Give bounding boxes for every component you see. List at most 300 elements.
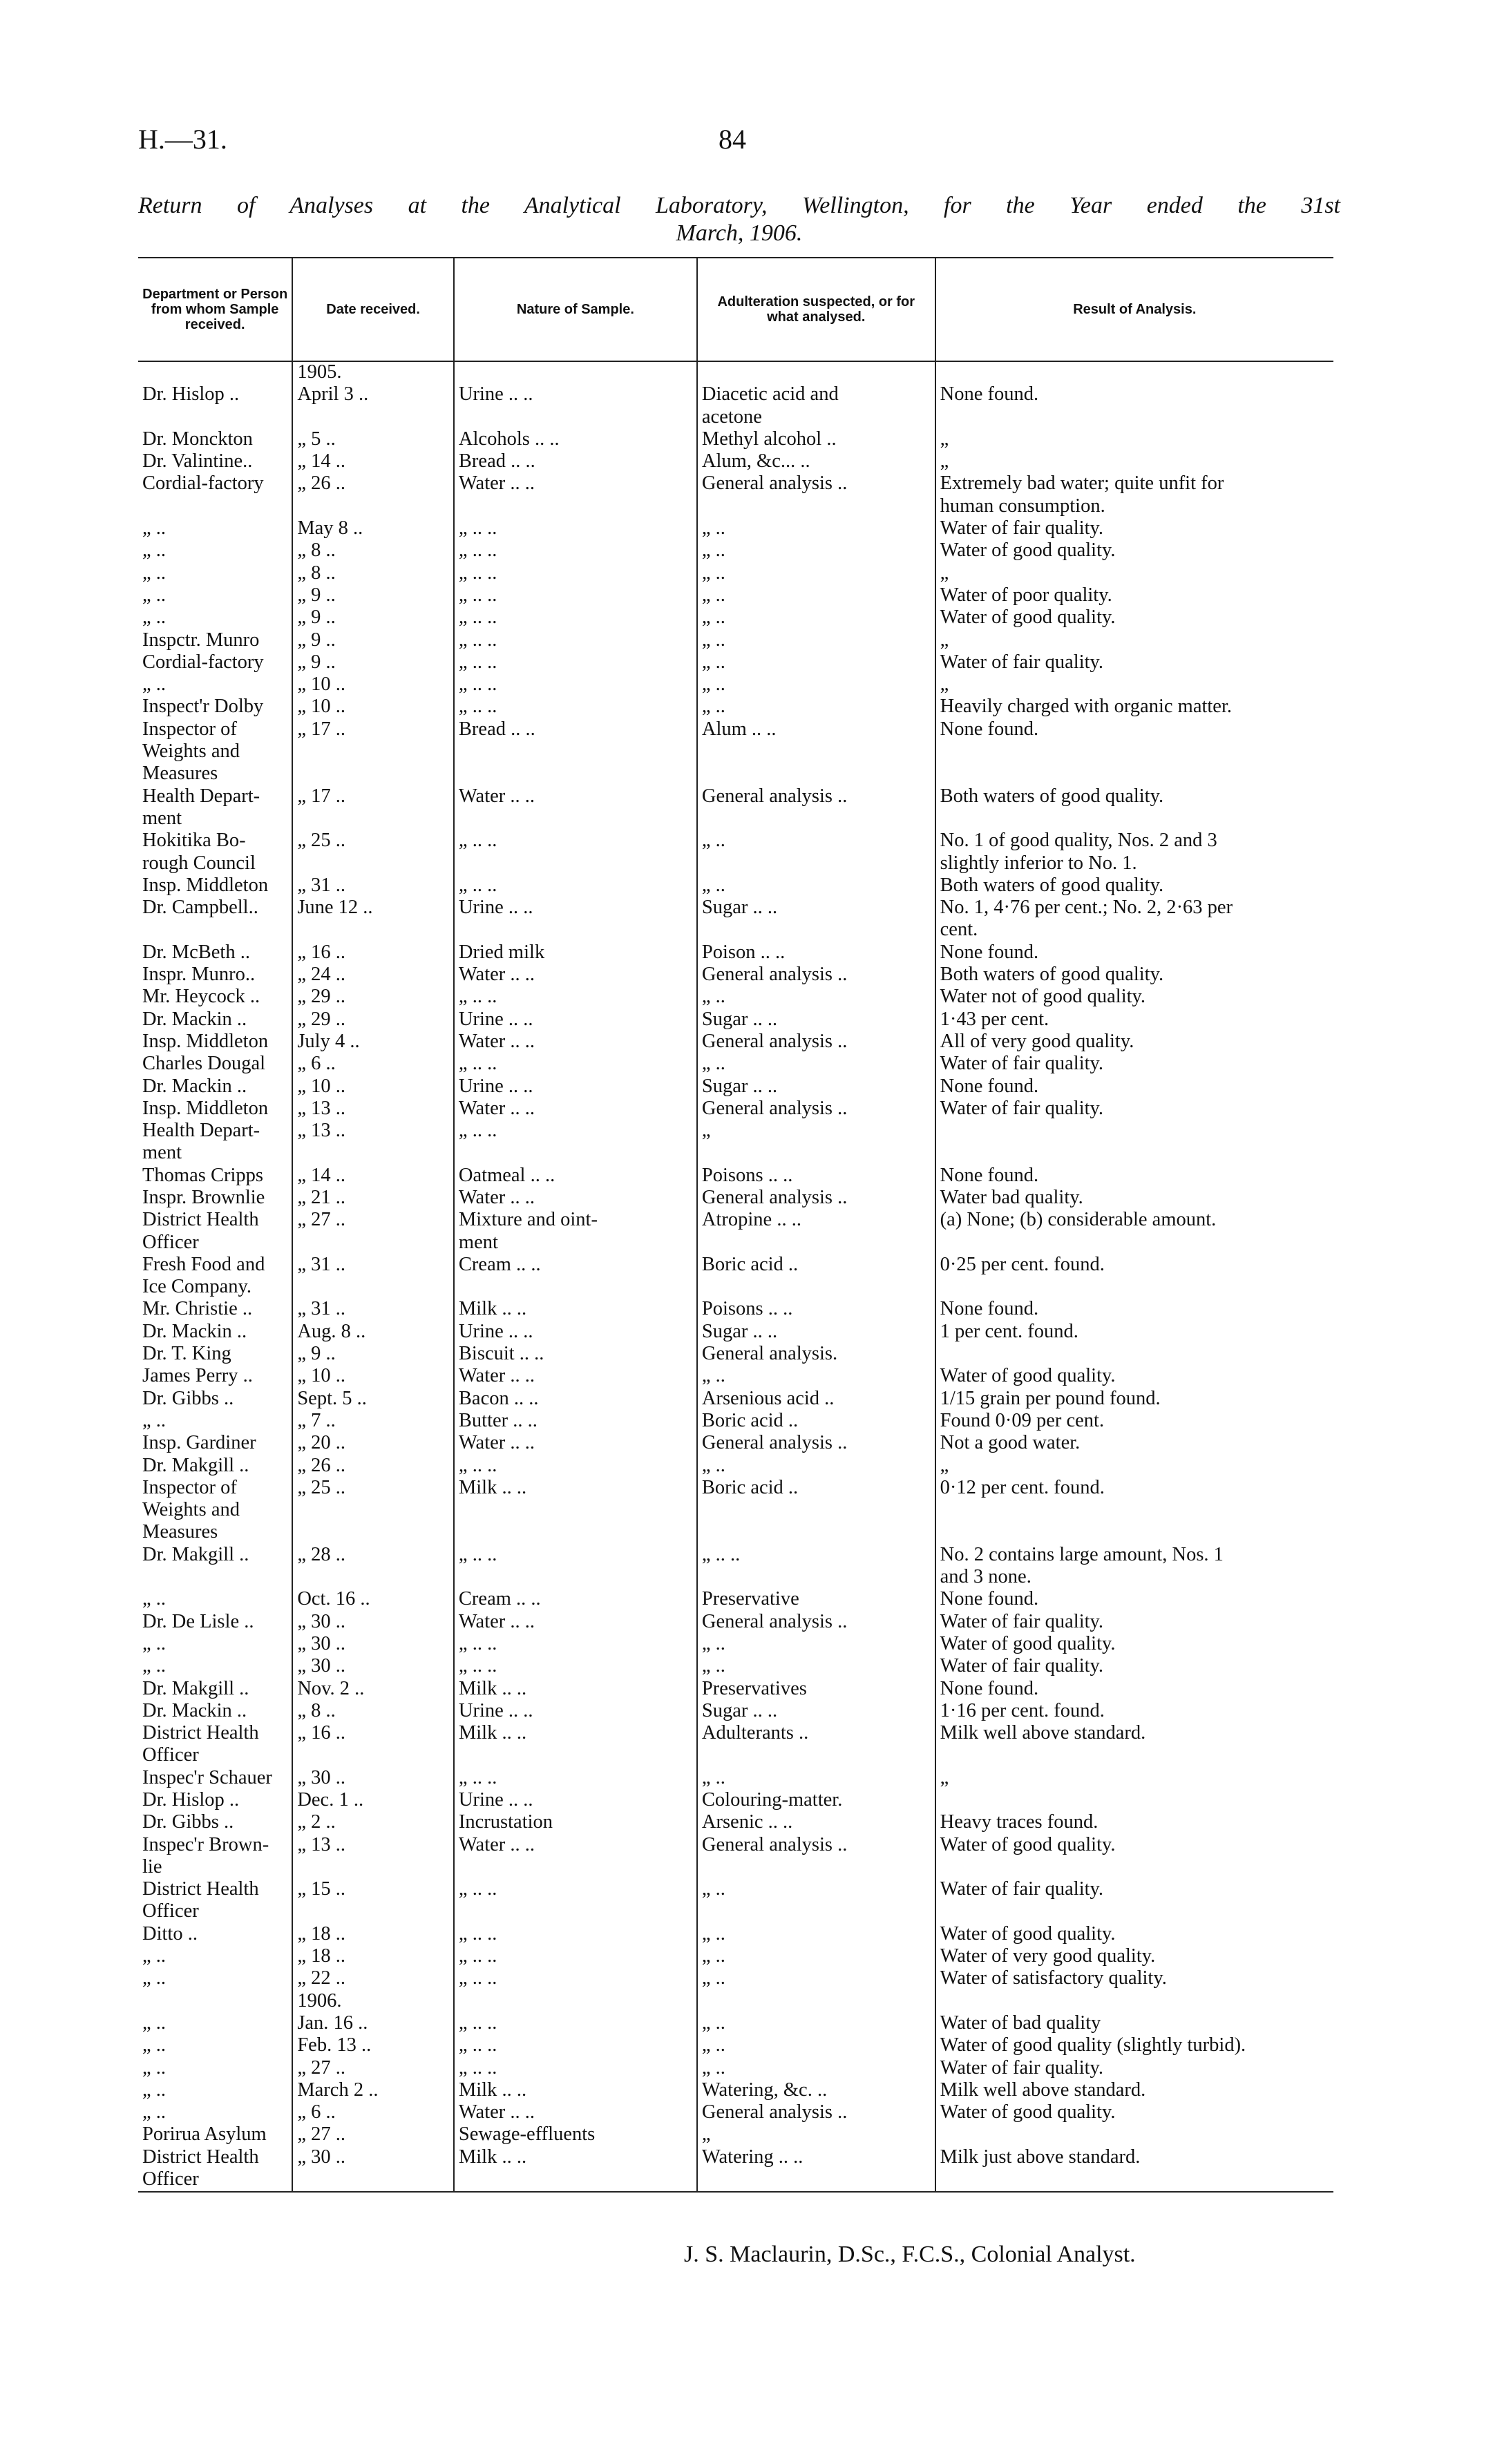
cell-result: No. 1, 4·76 per cent.; No. 2, 2·63 per	[935, 897, 1333, 919]
cell-nature	[454, 1500, 697, 1522]
cell-date: April 3 ..	[292, 384, 454, 406]
cell-nature: „ .. ..	[454, 1879, 697, 1901]
cell-nature: Water .. ..	[454, 1835, 697, 1857]
cell-date: „ 25 ..	[292, 830, 454, 852]
cell-adulteration	[697, 1857, 935, 1879]
cell-result	[935, 1143, 1333, 1165]
cell-adulteration	[697, 1143, 935, 1165]
table-row	[138, 1991, 1333, 2013]
cell-date: „ 30 ..	[292, 1768, 454, 1790]
cell-date: „ 20 ..	[292, 1433, 454, 1455]
table-row	[138, 630, 1333, 652]
cell-adulteration: „ ..	[697, 2013, 935, 2035]
cell-adulteration: „ ..	[697, 1366, 935, 1388]
cell-nature: Water .. ..	[454, 786, 697, 808]
cell-date: 1906.	[292, 1991, 454, 2013]
cell-result: „	[935, 674, 1333, 696]
cell-adulteration: „ ..	[697, 1946, 935, 1968]
cell-adulteration: „ ..	[697, 2035, 935, 2057]
cell-date: „ 29 ..	[292, 1009, 454, 1031]
table-row	[138, 1589, 1333, 1611]
cell-date: „ 27 ..	[292, 2058, 454, 2080]
cell-department: Insp. Middleton	[142, 1098, 269, 1119]
table-row	[138, 1321, 1333, 1344]
cell-adulteration: General analysis ..	[697, 1187, 935, 1210]
cell-date: „ 25 ..	[292, 1478, 454, 1500]
cell-nature: Urine .. ..	[454, 1790, 697, 1812]
cell-date: „ 17 ..	[292, 786, 454, 808]
cell-nature	[454, 763, 697, 785]
cell-adulteration: „ ..	[697, 1879, 935, 1901]
cell-adulteration: Sugar .. ..	[697, 1321, 935, 1344]
cell-result: Both waters of good quality.	[935, 875, 1333, 897]
cell-adulteration: General analysis ..	[697, 1835, 935, 1857]
table-row	[138, 2035, 1333, 2057]
cell-result: Water of satisfactory quality.	[935, 1968, 1333, 1990]
cell-nature: Alcohols .. ..	[454, 429, 697, 451]
table-row	[138, 1857, 1333, 1879]
cell-date: „ 30 ..	[292, 2147, 454, 2169]
cell-result: Milk well above standard.	[935, 1723, 1333, 1745]
cell-nature: „ .. ..	[454, 1545, 697, 1567]
cell-department: Cordial-factory	[142, 473, 264, 495]
cell-department: „ ..	[142, 1410, 167, 1431]
cell-adulteration: „ ..	[697, 2058, 935, 2080]
cell-nature: Urine .. ..	[454, 1701, 697, 1723]
cell-result: cent.	[935, 919, 1333, 942]
cell-adulteration: Watering .. ..	[697, 2147, 935, 2169]
cell-nature: „ .. ..	[454, 875, 697, 897]
cell-result: Water of fair quality.	[935, 1656, 1333, 1678]
table-row	[138, 1120, 1333, 1143]
cell-result: Water of good quality.	[935, 1924, 1333, 1946]
cell-adulteration	[697, 1232, 935, 1254]
cell-result: Water of fair quality.	[935, 518, 1333, 540]
cell-adulteration	[697, 496, 935, 518]
title-line-1: Return of Analyses at the Analytical Laboratory, Wellington, for the Year ended the 31st	[138, 193, 1340, 218]
cell-adulteration: „ ..	[697, 1656, 935, 1678]
table-row	[138, 1165, 1333, 1187]
cell-adulteration: Methyl alcohol ..	[697, 429, 935, 451]
cell-nature: Water .. ..	[454, 964, 697, 986]
cell-date: „ 16 ..	[292, 942, 454, 964]
cell-department: Weights and	[142, 741, 240, 763]
table-row	[138, 1723, 1333, 1745]
cell-result	[935, 1500, 1333, 1522]
header-result: Result of Analysis.	[935, 258, 1333, 361]
table-row	[138, 1946, 1333, 1968]
cell-department: Inspctr. Munro	[142, 629, 260, 651]
cell-result	[935, 763, 1333, 785]
cell-nature: „ .. ..	[454, 696, 697, 718]
cell-department	[138, 407, 292, 429]
table-row	[138, 1366, 1333, 1388]
table-row	[138, 1768, 1333, 1790]
table-row	[138, 1612, 1333, 1634]
cell-department: lie	[142, 1856, 162, 1878]
cell-nature: Urine .. ..	[454, 1009, 697, 1031]
cell-date: „ 8 ..	[292, 563, 454, 585]
cell-adulteration: Alum, &c... ..	[697, 451, 935, 473]
cell-result: None found.	[935, 1589, 1333, 1611]
cell-result: Water of good quality.	[935, 2102, 1333, 2124]
cell-date	[292, 1745, 454, 1767]
cell-result: Not a good water.	[935, 1433, 1333, 1455]
cell-result: Heavy traces found.	[935, 1812, 1333, 1834]
cell-result: Water of good quality.	[935, 1634, 1333, 1656]
table-row	[138, 1299, 1333, 1321]
cell-department: District Health	[142, 1723, 259, 1744]
cell-date: „ 7 ..	[292, 1411, 454, 1433]
cell-date	[292, 1232, 454, 1254]
cell-department: Dr. Mackin ..	[142, 1076, 247, 1097]
table-row	[138, 1254, 1333, 1277]
cell-nature: „ .. ..	[454, 986, 697, 1009]
cell-nature: „ .. ..	[454, 1924, 697, 1946]
cell-department: Dr. McBeth ..	[142, 942, 250, 963]
cell-date	[292, 808, 454, 830]
cell-date	[292, 919, 454, 942]
cell-nature: „ .. ..	[454, 1634, 697, 1656]
table-row	[138, 1701, 1333, 1723]
cell-result: None found.	[935, 719, 1333, 741]
cell-date: „ 10 ..	[292, 1366, 454, 1388]
cell-adulteration: General analysis ..	[697, 1612, 935, 1634]
cell-nature: „ .. ..	[454, 585, 697, 607]
cell-date	[292, 741, 454, 763]
cell-date: „ 16 ..	[292, 1723, 454, 1745]
cell-date: 1905.	[292, 361, 454, 384]
cell-nature: „ .. ..	[454, 1968, 697, 1990]
cell-date: „ 29 ..	[292, 986, 454, 1009]
cell-result: Water of fair quality.	[935, 1098, 1333, 1120]
cell-date: Jan. 16 ..	[292, 2013, 454, 2035]
cell-result	[935, 1790, 1333, 1812]
cell-result: None found.	[935, 1165, 1333, 1187]
cell-date	[292, 407, 454, 429]
cell-date: „ 10 ..	[292, 674, 454, 696]
cell-adulteration: Boric acid ..	[697, 1411, 935, 1433]
cell-adulteration: Poisons .. ..	[697, 1165, 935, 1187]
cell-result: „	[935, 429, 1333, 451]
cell-adulteration	[697, 1567, 935, 1589]
cell-adulteration: „ ..	[697, 585, 935, 607]
table-row	[138, 763, 1333, 785]
table-row	[138, 361, 1333, 384]
cell-department: „ ..	[142, 540, 167, 562]
cell-result	[935, 741, 1333, 763]
table-row	[138, 986, 1333, 1009]
cell-department: „ ..	[142, 2035, 167, 2056]
table-row	[138, 1433, 1333, 1455]
cell-department: Dr. T. King	[142, 1344, 231, 1365]
cell-date: Sept. 5 ..	[292, 1388, 454, 1411]
cell-nature: „ .. ..	[454, 830, 697, 852]
cell-nature: „ .. ..	[454, 630, 697, 652]
cell-adulteration: General analysis ..	[697, 1098, 935, 1120]
cell-adulteration: Preservative	[697, 1589, 935, 1611]
table-row	[138, 1411, 1333, 1433]
cell-result: No. 1 of good quality, Nos. 2 and 3	[935, 830, 1333, 852]
cell-department: Inspec'r Brown-	[142, 1834, 269, 1855]
cell-department: District Health	[142, 1210, 259, 1231]
cell-date: „ 13 ..	[292, 1098, 454, 1120]
cell-department: „ ..	[142, 584, 167, 606]
cell-result: Water bad quality.	[935, 1187, 1333, 1210]
cell-nature: Cream .. ..	[454, 1254, 697, 1277]
cell-adulteration	[697, 853, 935, 875]
cell-department: Officer	[138, 2169, 292, 2192]
cell-result: Milk well above standard.	[935, 2080, 1333, 2102]
cell-result: Milk just above standard.	[935, 2147, 1333, 2169]
cell-department: Dr. Mackin ..	[142, 1009, 247, 1030]
cell-department: Porirua Asylum	[142, 2124, 267, 2146]
table-row	[138, 2102, 1333, 2124]
cell-result: None found.	[935, 1299, 1333, 1321]
cell-department: „ ..	[142, 1589, 167, 1610]
cell-department	[138, 1567, 292, 1589]
cell-adulteration: „ ..	[697, 1455, 935, 1478]
cell-result: „	[935, 1455, 1333, 1478]
cell-adulteration	[697, 1745, 935, 1767]
cell-result: None found.	[935, 1679, 1333, 1701]
cell-department: Dr. Gibbs ..	[142, 1812, 234, 1833]
cell-result: 0·25 per cent. found.	[935, 1254, 1333, 1277]
table-row	[138, 1009, 1333, 1031]
table-row	[138, 964, 1333, 986]
cell-nature: „ .. ..	[454, 1053, 697, 1076]
cell-date	[292, 1143, 454, 1165]
cell-department: Mr. Heycock ..	[142, 986, 260, 1008]
cell-date	[292, 763, 454, 785]
cell-result	[935, 1857, 1333, 1879]
cell-adulteration: Sugar .. ..	[697, 1076, 935, 1098]
cell-adulteration	[697, 741, 935, 763]
cell-adulteration: „ ..	[697, 1053, 935, 1076]
cell-nature: Urine .. ..	[454, 1076, 697, 1098]
table-row	[138, 786, 1333, 808]
cell-date: „ 13 ..	[292, 1120, 454, 1143]
table-row	[138, 1790, 1333, 1812]
cell-nature: „ .. ..	[454, 1768, 697, 1790]
header-date: Date received.	[292, 258, 454, 361]
cell-nature: ment	[454, 1232, 697, 1254]
table-row	[138, 1232, 1333, 1254]
cell-nature	[454, 1745, 697, 1767]
cell-department: Dr. Campbell..	[142, 897, 258, 919]
cell-department: Health Depart-	[142, 785, 260, 807]
cell-department: Dr. Mackin ..	[142, 1321, 247, 1342]
cell-result: Both waters of good quality.	[935, 786, 1333, 808]
cell-department: Officer	[142, 1901, 199, 1922]
cell-adulteration: „ ..	[697, 696, 935, 718]
table-row	[138, 1634, 1333, 1656]
cell-adulteration: Arsenic .. ..	[697, 1812, 935, 1834]
cell-date: „ 8 ..	[292, 540, 454, 562]
cell-result	[935, 407, 1333, 429]
cell-department: Cordial-factory	[142, 651, 264, 673]
cell-date: „ 10 ..	[292, 696, 454, 718]
cell-nature	[454, 1901, 697, 1923]
cell-adulteration: Preservatives	[697, 1679, 935, 1701]
cell-department: Inspr. Brownlie	[142, 1187, 265, 1208]
cell-date: „ 26 ..	[292, 473, 454, 495]
cell-date: „ 15 ..	[292, 1879, 454, 1901]
cell-date: Feb. 13 ..	[292, 2035, 454, 2057]
cell-result	[935, 1120, 1333, 1143]
cell-nature: Urine .. ..	[454, 897, 697, 919]
cell-date: „ 30 ..	[292, 1612, 454, 1634]
cell-department: Inspector of	[142, 1477, 237, 1498]
cell-department: Inspector of	[142, 718, 237, 740]
cell-date: Aug. 8 ..	[292, 1321, 454, 1344]
cell-result: Water of good quality.	[935, 607, 1333, 629]
cell-result: Heavily charged with organic matter.	[935, 696, 1333, 718]
cell-nature: Cream .. ..	[454, 1589, 697, 1611]
table-row	[138, 1210, 1333, 1232]
cell-adulteration: „ ..	[697, 1924, 935, 1946]
cell-date: May 8 ..	[292, 518, 454, 540]
cell-adulteration: Sugar .. ..	[697, 1701, 935, 1723]
cell-date	[292, 2169, 454, 2192]
cell-adulteration: Watering, &c. ..	[697, 2080, 935, 2102]
cell-adulteration: Adulterants ..	[697, 1723, 935, 1745]
cell-result: Water of good quality.	[935, 1835, 1333, 1857]
cell-result: 1 per cent. found.	[935, 1321, 1333, 1344]
cell-date: Oct. 16 ..	[292, 1589, 454, 1611]
cell-nature: „ .. ..	[454, 2035, 697, 2057]
cell-department: Ice Company.	[142, 1277, 252, 1298]
cell-result: Water of good quality.	[935, 540, 1333, 562]
cell-department: „ ..	[142, 562, 167, 584]
cell-nature: „ .. ..	[454, 1120, 697, 1143]
table-body	[138, 361, 1333, 2192]
cell-date	[292, 496, 454, 518]
table-row	[138, 830, 1333, 852]
table-row	[138, 518, 1333, 540]
cell-department: Dr. Makgill ..	[142, 1678, 249, 1699]
cell-adulteration: „ ..	[697, 1768, 935, 1790]
cell-department: ment	[142, 808, 182, 829]
cell-department: Dr. Makgill ..	[142, 1455, 249, 1476]
cell-result	[935, 1232, 1333, 1254]
cell-result: 1/15 grain per pound found.	[935, 1388, 1333, 1411]
cell-date	[292, 1567, 454, 1589]
table-row	[138, 853, 1333, 875]
cell-date: „ 26 ..	[292, 1455, 454, 1478]
cell-result: Water of fair quality.	[935, 1879, 1333, 1901]
cell-department: District Health	[142, 2146, 259, 2168]
cell-adulteration: „ ..	[697, 630, 935, 652]
cell-department: Inspec'r Schauer	[142, 1767, 272, 1788]
table-row	[138, 1143, 1333, 1165]
cell-department: ment	[142, 1143, 182, 1164]
cell-nature	[454, 2169, 697, 2192]
cell-date	[292, 1901, 454, 1923]
document-reference: H.—31.	[138, 124, 227, 155]
cell-result: Extremely bad water; quite unfit for	[935, 473, 1333, 495]
cell-department: „ ..	[142, 1968, 167, 1989]
cell-adulteration	[697, 919, 935, 942]
cell-department	[138, 496, 292, 518]
cell-result	[935, 1991, 1333, 2013]
cell-result: 0·12 per cent. found.	[935, 1478, 1333, 1500]
cell-nature	[454, 808, 697, 830]
cell-date: „ 18 ..	[292, 1924, 454, 1946]
cell-date: „ 2 ..	[292, 1812, 454, 1834]
table-row	[138, 1500, 1333, 1522]
cell-department: Dr. Gibbs ..	[142, 1388, 234, 1409]
cell-date	[292, 1500, 454, 1522]
cell-nature	[454, 361, 697, 384]
cell-result: Found 0·09 per cent.	[935, 1411, 1333, 1433]
cell-department: Dr. De Lisle ..	[142, 1611, 254, 1632]
header-department: Department or Person from whom Sample received.	[138, 258, 292, 361]
cell-result: „	[935, 563, 1333, 585]
cell-adulteration: General analysis ..	[697, 1031, 935, 1053]
cell-nature	[454, 407, 697, 429]
cell-result: slightly inferior to No. 1.	[935, 853, 1333, 875]
cell-nature: Urine .. ..	[454, 1321, 697, 1344]
cell-adulteration: acetone	[697, 407, 935, 429]
cell-adulteration: „ ..	[697, 674, 935, 696]
cell-nature: Milk .. ..	[454, 1723, 697, 1745]
cell-result: Water of fair quality.	[935, 1053, 1333, 1076]
cell-result: Water of fair quality.	[935, 2058, 1333, 2080]
cell-nature: Water .. ..	[454, 1187, 697, 1210]
table-row	[138, 674, 1333, 696]
cell-nature	[454, 1522, 697, 1544]
cell-date: „ 17 ..	[292, 719, 454, 741]
table-row	[138, 1098, 1333, 1120]
cell-nature: Bacon .. ..	[454, 1388, 697, 1411]
cell-department: „ ..	[142, 1656, 167, 1677]
cell-adulteration: Poison .. ..	[697, 942, 935, 964]
table-row	[138, 1656, 1333, 1678]
cell-date: „ 28 ..	[292, 1545, 454, 1567]
cell-nature: Water .. ..	[454, 1433, 697, 1455]
cell-date: „ 6 ..	[292, 2102, 454, 2124]
cell-result: Water of very good quality.	[935, 1946, 1333, 1968]
cell-nature	[454, 1277, 697, 1299]
cell-nature: Bread .. ..	[454, 451, 697, 473]
table-row	[138, 607, 1333, 629]
cell-nature: „ .. ..	[454, 652, 697, 674]
cell-nature	[454, 1857, 697, 1879]
table-row	[138, 2013, 1333, 2035]
cell-date: March 2 ..	[292, 2080, 454, 2102]
table-row	[138, 875, 1333, 897]
cell-nature	[454, 741, 697, 763]
cell-department: Hokitika Bo-	[142, 830, 246, 852]
cell-nature	[454, 919, 697, 942]
table-row	[138, 2147, 1333, 2169]
cell-date: „ 31 ..	[292, 1299, 454, 1321]
header-nature: Nature of Sample.	[454, 258, 697, 361]
cell-date: „ 5 ..	[292, 429, 454, 451]
cell-department: Ditto ..	[142, 1923, 198, 1945]
cell-nature: Water .. ..	[454, 1366, 697, 1388]
cell-date: „ 6 ..	[292, 1053, 454, 1076]
cell-result: Both waters of good quality.	[935, 964, 1333, 986]
cell-department: Inspect'r Dolby	[142, 696, 264, 718]
cell-department: Health Depart-	[142, 1120, 260, 1142]
cell-department	[138, 1991, 292, 2013]
table-row	[138, 1901, 1333, 1923]
cell-date	[292, 1277, 454, 1299]
cell-nature: „ .. ..	[454, 2013, 697, 2035]
cell-department	[138, 361, 292, 384]
